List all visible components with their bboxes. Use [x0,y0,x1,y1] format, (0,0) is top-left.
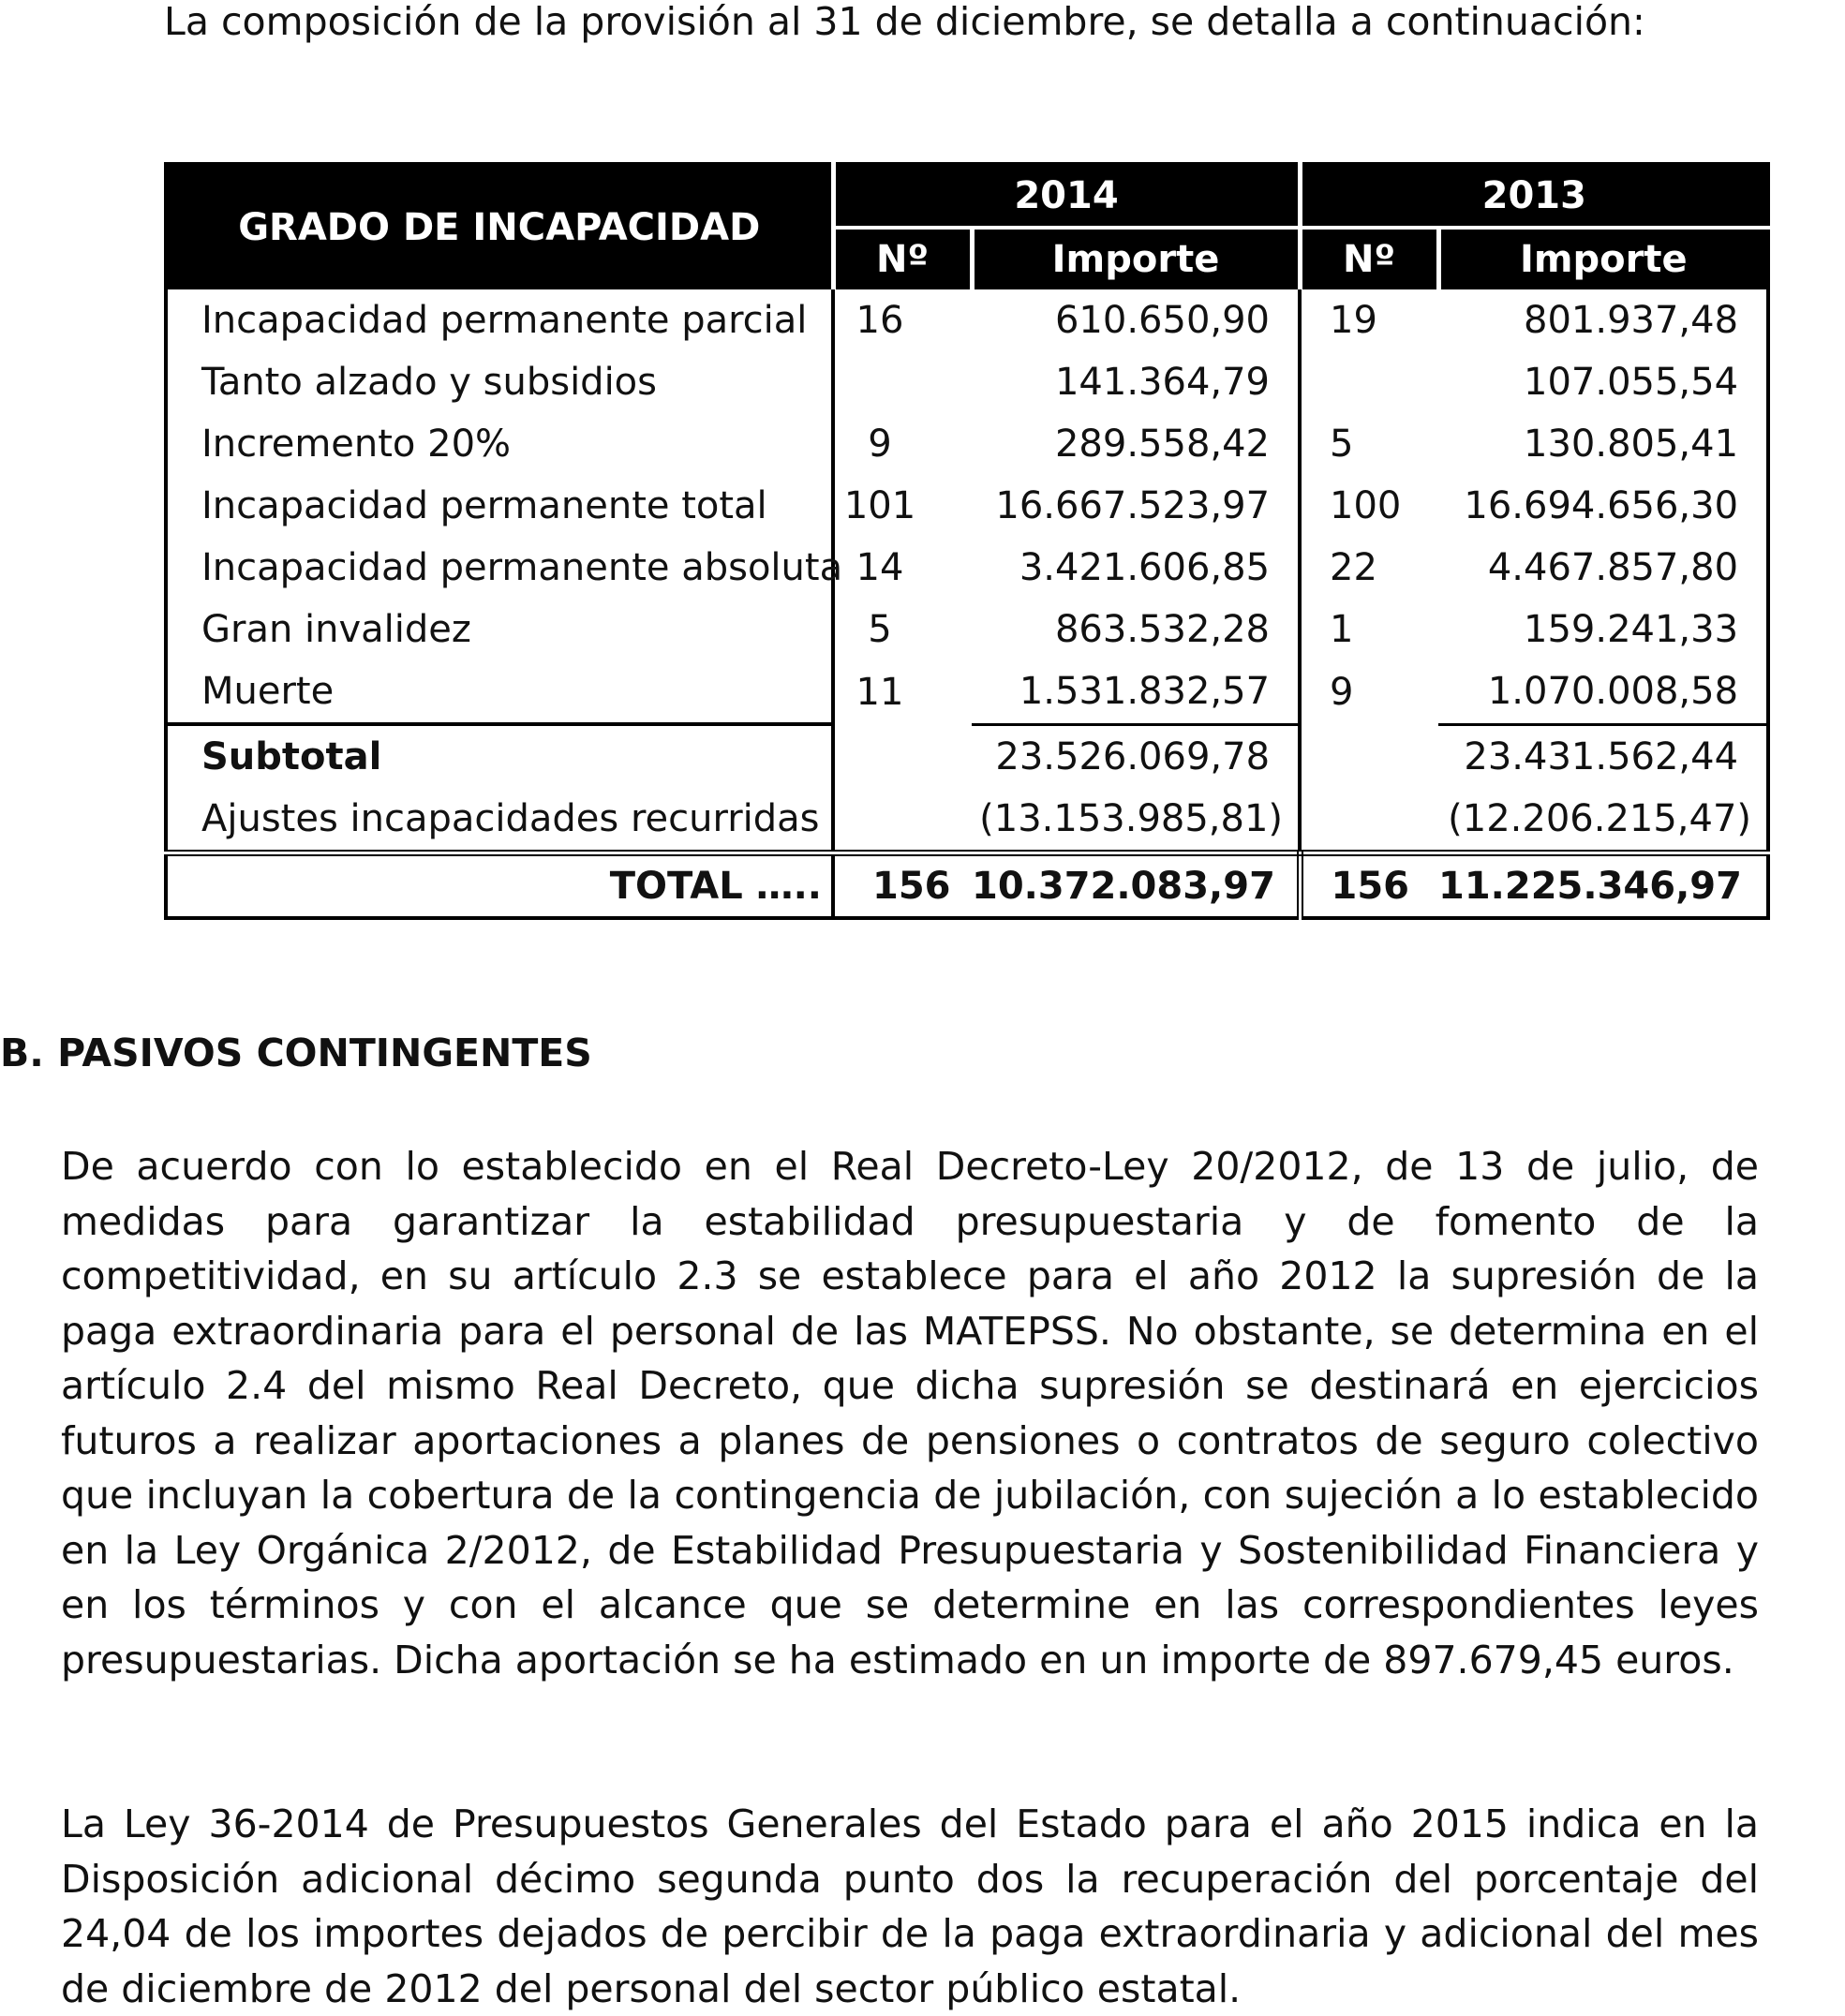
adjust-row [166,788,1768,853]
paragraph-1: De acuerdo con lo establecido en el Real Decreto-Ley 20/2012, de 13 de julio, de medidas para garantizar la estabilidad presupuestaria y de fomento de la competitividad, en su artículo 2.3 se establece para el año 2012 la supresión de la paga extraordinaria para el personal de las MATEPSS. No obstante, se determina en el artículo 2.4 del mismo Real Decreto, que dicha supresión se destinará en ejercicios futuros a realizar aportaciones a planes de pensiones o contratos de seguro colectivo que incluyan la cobertura de la contingencia de jubilación, con sujeción a lo establecido en la Ley Orgánica 2/2012, de Estabilidad Presupuestaria y Sostenibilidad Financiera y en los términos y con el alcance que se determine en las correspondientes leyes presupuestarias. Dicha aportación se ha estimado en un importe de 897.679,45 euros. [61,1144,1759,1682]
adjust-label: Ajustes incapacidades recurridas [166,788,833,853]
header-importe-2013: Importe [1438,228,1768,289]
table-row [166,289,1768,351]
n-2014: 11 [856,671,904,714]
total-importe-2014: 10.372.083,97 [972,853,1300,919]
importe-2013: 107.055,54 [1524,361,1739,404]
importe-2014: 289.558,42 [972,413,1300,475]
n-2013: 9 [1330,671,1354,714]
total-importe-2013: 11.225.346,97 [1438,853,1768,919]
adjust-importe-2013: (12.206.215,47) [1448,797,1752,840]
n-2013: 100 [1330,484,1402,527]
subtotal-importe-2013: 23.431.562,44 [1464,734,1739,778]
row-label: Incapacidad permanente total [166,475,833,537]
subtotal-row [166,724,1768,788]
subtotal-n-2013 [1300,724,1438,788]
row-label: Tanto alzado y subsidios [166,351,833,413]
intro-text: La composición de la provisión al 31 de diciembre, se detalla a continuación: [164,0,1645,44]
header-year-2013: 2013 [1300,164,1768,228]
n-2013: 1 [1330,608,1354,651]
table-row [166,413,1768,475]
n-2014: 101 [843,484,916,527]
n-2014 [833,351,972,413]
importe-2013: 130.805,41 [1524,422,1739,466]
table-row [166,599,1768,660]
importe-2013: 1.070.008,58 [1438,660,1768,724]
header-grado: GRADO DE INCAPACIDAD [166,164,833,289]
importe-2014: 863.532,28 [972,599,1300,660]
table-row [166,475,1768,537]
total-n-2013: 156 [1300,853,1438,919]
adjust-n-2013 [1300,788,1438,853]
n-2013: 19 [1330,299,1377,342]
total-label: TOTAL ….. [166,853,833,919]
importe-2014: 141.364,79 [972,351,1300,413]
table-row [166,351,1768,413]
total-row [166,853,1768,919]
importe-2013: 16.694.656,30 [1464,484,1739,527]
header-n-2013: Nº [1300,228,1438,289]
header-n-2014: Nº [833,228,972,289]
importe-2014: 610.650,90 [972,289,1300,351]
table-row [166,537,1768,599]
subtotal-n-2014 [833,724,972,788]
row-label: Muerte [166,660,833,724]
provision-table [164,162,1770,920]
subtotal-label: Subtotal [166,724,833,788]
n-2013 [1300,351,1438,413]
n-2013: 5 [1330,422,1354,466]
importe-2013: 801.937,48 [1524,299,1739,342]
importe-2014: 3.421.606,85 [972,537,1300,599]
table-row [166,660,1768,724]
header-importe-2014: Importe [972,228,1300,289]
subtotal-importe-2014: 23.526.069,78 [972,724,1300,788]
n-2014: 14 [856,546,904,589]
total-n-2014: 156 [833,853,972,919]
importe-2014: 1.531.832,57 [972,660,1300,724]
row-label: Incapacidad permanente parcial [166,289,833,351]
section-title: B. PASIVOS CONTINGENTES [0,1030,592,1075]
paragraph-2: La Ley 36-2014 de Presupuestos Generales del Estado para el año 2015 indica en la Disposición adicional décimo segunda punto dos la recuperación del porcentaje del 24,04 de los importes dejados de percibir de la paga extraordinaria y adicional del mes de diciembre de 2012 del personal del sector público estatal. [61,1801,1759,2011]
n-2014: 5 [868,608,892,651]
header-year-2014: 2014 [833,164,1300,228]
row-label: Gran invalidez [166,599,833,660]
importe-2013: 4.467.857,80 [1487,546,1739,589]
n-2013: 22 [1330,546,1377,589]
n-2014: 16 [856,299,904,342]
row-label: Incremento 20% [166,413,833,475]
adjust-importe-2014: (13.153.985,81) [972,788,1300,853]
row-label: Incapacidad permanente absoluta [166,537,833,599]
n-2014: 9 [868,422,892,466]
importe-2013: 159.241,33 [1524,608,1739,651]
adjust-n-2014 [833,788,972,853]
importe-2014: 16.667.523,97 [972,475,1300,537]
